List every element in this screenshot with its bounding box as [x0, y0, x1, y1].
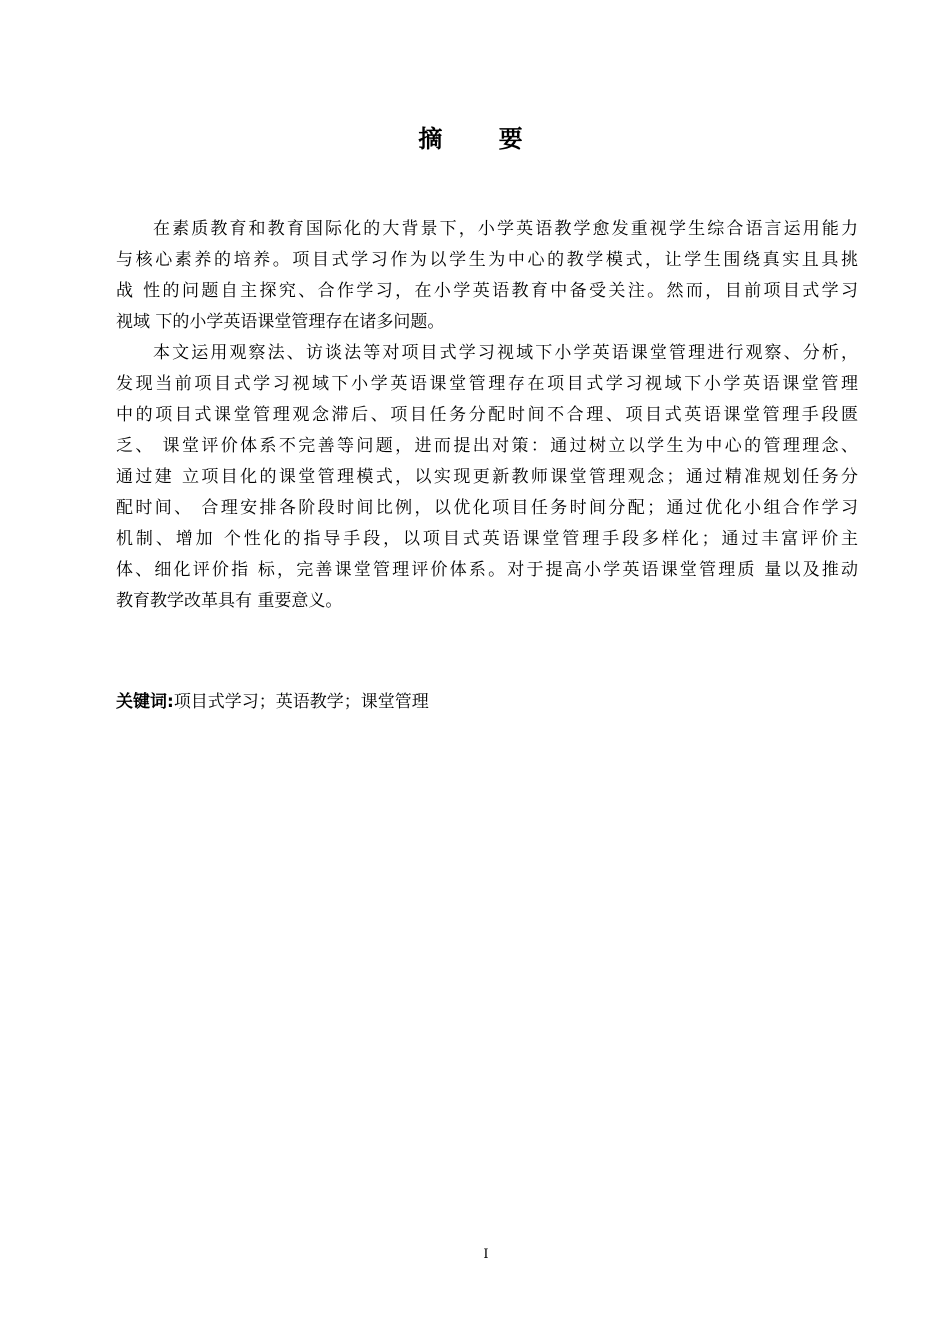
paragraph-line: 战 性的问题自主探究、合作学习，在小学英语教育中备受关注。然而，目前项目式学习	[116, 281, 858, 301]
keywords-text: 项目式学习；英语教学；课堂管理	[173, 692, 429, 712]
keywords-label: 关键词:	[116, 692, 174, 712]
paragraph-line: 中的项目式课堂管理观念滞后、项目任务分配时间不合理、项目式英语课堂管理手段匮	[116, 405, 858, 425]
paragraph-line: 配时间、 合理安排各阶段时间比例，以优化项目任务时间分配；通过优化小组合作学习	[116, 498, 858, 518]
paragraph-line: 通过建 立项目化的课堂管理模式，以实现更新教师课堂管理观念；通过精准规划任务分	[116, 467, 858, 487]
abstract-body	[116, 214, 858, 617]
paragraph-line: 发现当前项目式学习视域下小学英语课堂管理存在项目式学习视域下小学英语课堂管理	[116, 374, 858, 394]
paragraph-line: 视域 下的小学英语课堂管理存在诸多问题。	[116, 312, 445, 332]
abstract-title: 摘 要	[418, 125, 547, 153]
paragraph-line: 在素质教育和教育国际化的大背景下，小学英语教学愈发重视学生综合语言运用能力	[153, 219, 858, 239]
paragraph-line: 本文运用观察法、访谈法等对项目式学习视域下小学英语课堂管理进行观察、分析，	[153, 343, 858, 363]
paragraph-line: 乏、 课堂评价体系不完善等问题，进而提出对策：通过树立以学生为中心的管理理念、	[116, 436, 858, 456]
paragraph-line: 教育教学改革具有 重要意义。	[116, 591, 343, 611]
page-number: I	[483, 1247, 489, 1262]
keywords-line	[116, 687, 429, 718]
abstract-paragraph	[116, 338, 858, 617]
paragraph-line: 机制、增加 个性化的指导手段，以项目式英语课堂管理手段多样化；通过丰富评价主	[116, 529, 858, 549]
paragraph-line: 体、细化评价指 标，完善课堂管理评价体系。对于提高小学英语课堂管理质 量以及推动	[116, 560, 858, 580]
abstract-paragraph	[116, 214, 858, 338]
paragraph-line: 与核心素养的培养。项目式学习作为以学生为中心的教学模式，让学生围绕真实且具挑	[116, 250, 858, 270]
